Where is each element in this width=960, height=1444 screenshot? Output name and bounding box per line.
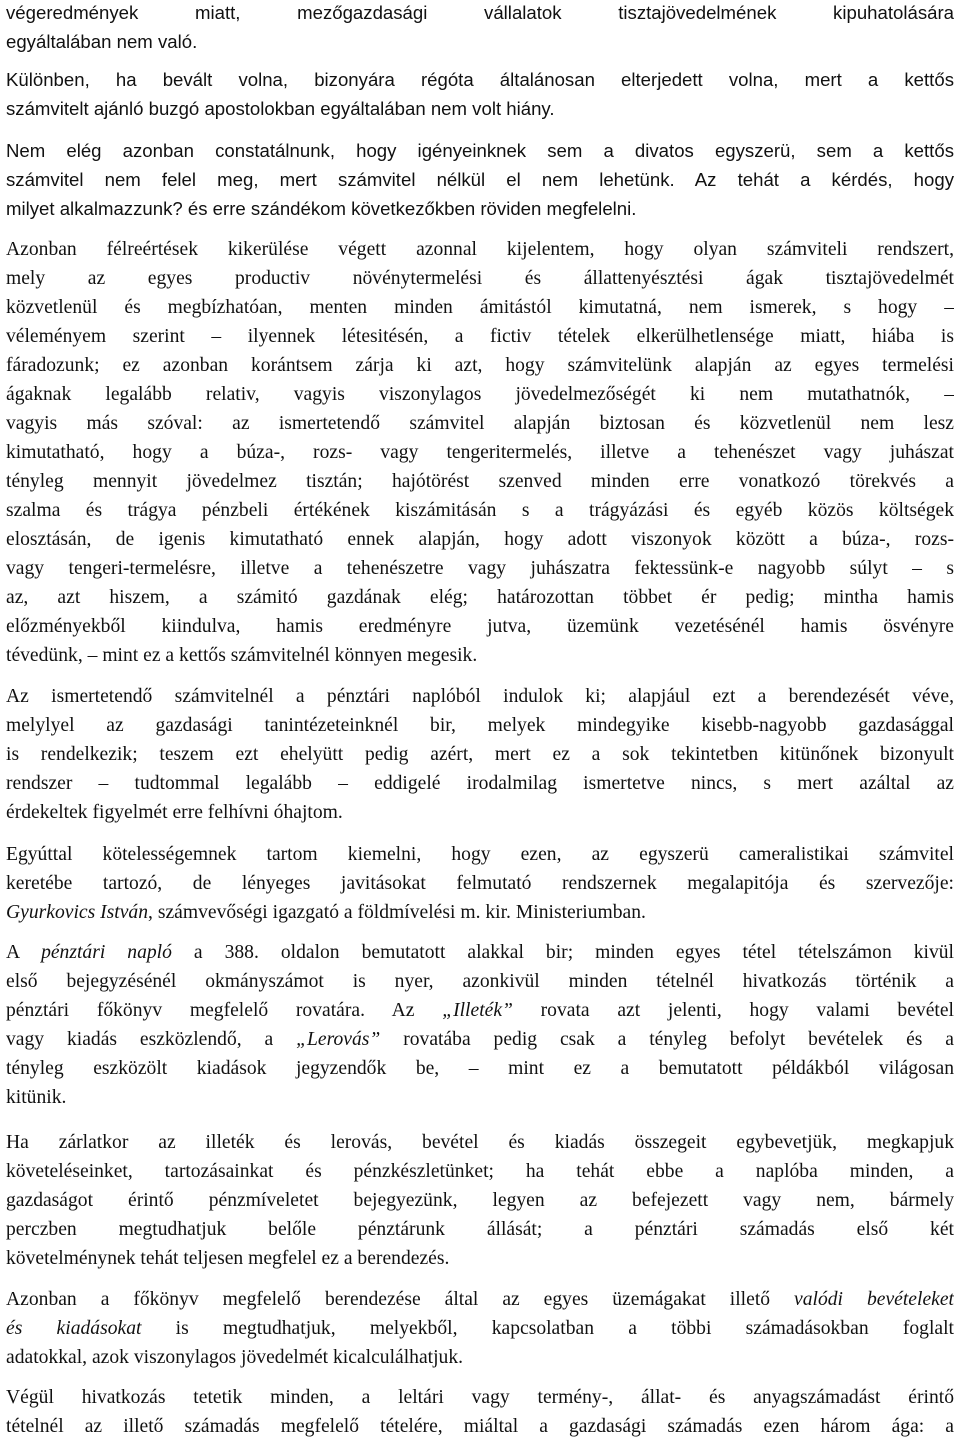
text-line	[6, 740, 954, 769]
text-segment: is rendelkezik; teszem ezt ehelyütt pedig azért, mert ez a sok tekintetben kitünőnek bizonyult	[6, 744, 954, 765]
text-line	[6, 1412, 954, 1441]
text-segment: milyet alkalmazzunk? és erre szándékom következőkben röviden megfelelni.	[6, 198, 637, 219]
paragraph-2	[6, 65, 954, 123]
text-line	[6, 996, 954, 1025]
text-segment: ágaknak legalább relativ, vagyis viszonylagos jövedelmezőségét ki nem mutathatnók, –	[6, 384, 954, 405]
text-line	[6, 293, 954, 322]
text-segment: előzményekből kiindulva, hamis eredményre jutva, üzemünk vezetésénél hamis ösvényre	[6, 616, 954, 637]
text-line	[6, 641, 954, 670]
text-segment: is megtudhatjuk, melyekből, kapcsolatban a többi számadásokban foglalt	[141, 1318, 954, 1339]
text-line	[6, 1383, 954, 1412]
text-segment: tételnél az illető számadás megfelelő tételére, miáltal a gazdasági számadás ezen három ága: a	[6, 1416, 954, 1437]
text-segment: elosztásán, de igenis kimutatható ennek alapján, hogy adott viszonyok között a búza-, rozs-	[6, 529, 954, 550]
text-line	[6, 1343, 954, 1372]
text-line	[6, 496, 954, 525]
text-segment: tévedünk, – mint ez a kettős számvitelnél könnyen megesik.	[6, 645, 478, 666]
paragraph-4	[6, 235, 954, 670]
text-segment: Egyúttal kötelességemnek tartom kiemelni, hogy ezen, az egyszerü cameralistikai számvitel	[6, 844, 954, 865]
text-segment: véleményem szerint – ilyennek létesitésén, a fictiv tételek elkerülhetlensége miatt, hiába is	[6, 326, 954, 347]
text-line	[6, 938, 954, 967]
text-segment: melylyel az gazdasági tanintézeteinknél bir, melyek mindegyike kisebb-nagyobb gazdasággal	[6, 715, 954, 736]
text-line	[6, 583, 954, 612]
text-line	[6, 27, 954, 56]
text-segment: Ha zárlatkor az illeték és lerovás, bevétel és kiadás összegeit egybevetjük, megkapjuk	[6, 1132, 954, 1153]
text-segment: perczben megtudhatjuk belőle pénztárunk állását; a pénztári számadás első két	[6, 1219, 954, 1240]
text-line	[6, 438, 954, 467]
italic-text: valódi bevételeket	[794, 1289, 954, 1310]
paragraph-5	[6, 682, 954, 827]
italic-text: „Illeték”	[442, 1000, 513, 1021]
text-segment: vagy kiadás eszközlendő, a	[6, 1029, 297, 1050]
text-line	[6, 264, 954, 293]
text-line	[6, 798, 954, 827]
text-line	[6, 1083, 954, 1112]
text-segment: rendszer – tudtommal legalább – eddigelé irodalmilag ismertetve nincs, s mert azáltal az	[6, 773, 954, 794]
text-line	[6, 409, 954, 438]
text-line	[6, 322, 954, 351]
text-line	[6, 65, 954, 94]
text-line	[6, 1025, 954, 1054]
paragraph-6	[6, 840, 954, 927]
text-segment: követeléseinket, tartozásainkat és pénzkészletünket; ha tehát ebbe a naplóba minden, a	[6, 1161, 954, 1182]
text-segment: fáradozunk; ez azonban korántsem zárja ki azt, hogy számvitelünk alapján az egyes termelési	[6, 355, 954, 376]
text-line	[6, 898, 954, 927]
text-segment: első bejegyzésénél okmányszámot is nyer, azonkivül minden tételnél hivatkozás történik a	[6, 971, 954, 992]
text-line	[6, 612, 954, 641]
paragraph-10	[6, 1383, 954, 1441]
text-line	[6, 1054, 954, 1083]
text-line	[6, 235, 954, 264]
text-line	[6, 840, 954, 869]
text-line	[6, 682, 954, 711]
text-segment: szalma és trágya pénzbeli értékének kiszámitásán s a trágyázási és egyéb közös költségek	[6, 500, 954, 521]
text-segment: az, azt hiszem, a számitó gazdának elég; határozottan többet ér pedig; mintha hamis	[6, 587, 954, 608]
italic-text: pénztári napló	[41, 942, 172, 963]
paragraph-7	[6, 938, 954, 1112]
text-segment: gazdaságot érintő pénzmíveletet bejegyezünk, legyen az befejezett vagy nem, bármely	[6, 1190, 954, 1211]
text-segment: mely az egyes productiv növénytermelési és állattenyésztési ágak tisztajövedelmét	[6, 268, 954, 289]
text-segment: egyáltalában nem való.	[6, 31, 198, 52]
paragraph-3	[6, 136, 954, 223]
text-line	[6, 1186, 954, 1215]
paragraph-8	[6, 1128, 954, 1273]
text-segment: vagy tengeri-termelésre, illetve a tehenészetre vagy juhászatra fektessünk-e nagyobb súlyt – s	[6, 558, 954, 579]
text-segment: kimutatható, hogy a búza-, rozs- vagy tengeritermelés, illetve a tehenészet vagy juhászat	[6, 442, 954, 463]
text-segment: , számvevőségi igazgató a földmívelési m. kir. Ministeriumban.	[148, 902, 646, 923]
text-segment: pénztári főkönyv megfelelő rovatára. Az	[6, 1000, 443, 1021]
text-segment: Az ismertetendő számvitelnél a pénztári naplóból indulok ki; alapjául ezt a berendezését véve,	[6, 686, 954, 707]
text-segment: számvitelt ajánló buzgó apostolokban egyáltalában nem volt hiány.	[6, 98, 555, 119]
text-line	[6, 94, 954, 123]
text-segment: végeredmények miatt, mezőgazdasági vállalatok tisztajövedelmének kipuhatolására	[6, 2, 954, 23]
text-segment: tényleg mennyit jövedelmez tisztán; hajótörést szenved minden erre vonatkozó törekvés a	[6, 471, 954, 492]
text-line	[6, 1244, 954, 1273]
text-segment: A	[6, 942, 42, 963]
text-segment: tényleg eszközölt kiadások jegyzendők be, – mint ez a bemutatott példákból világosan	[6, 1058, 954, 1079]
text-segment: Azonban félreértések kikerülése végett azonnal kijelentem, hogy olyan számviteli rendszert,	[6, 239, 954, 260]
text-line	[6, 1285, 954, 1314]
text-line	[6, 380, 954, 409]
text-line	[6, 711, 954, 740]
paragraph-1	[6, 0, 954, 56]
text-segment: adatokkal, azok viszonylagos jövedelmét kicalculálhatjuk.	[6, 1347, 464, 1368]
paragraph-9	[6, 1285, 954, 1372]
text-segment: rovata azt jelenti, hogy valami bevétel	[512, 1000, 954, 1021]
text-line	[6, 1215, 954, 1244]
text-segment: számvitel nem felel meg, mert számvitel nélkül el nem lehetünk. Az tehát a kérdés, hogy	[6, 169, 954, 190]
text-segment: Végül hivatkozás tetetik minden, a leltári vagy termény-, állat- és anyagszámadást érintő	[6, 1387, 954, 1408]
text-line	[6, 165, 954, 194]
text-line	[6, 967, 954, 996]
text-line	[6, 769, 954, 798]
text-line	[6, 1128, 954, 1157]
text-line	[6, 194, 954, 223]
text-line	[6, 0, 954, 27]
text-segment: érdekeltek figyelmét erre felhívni óhajtom.	[6, 802, 343, 823]
italic-text: „Lerovás”	[296, 1029, 381, 1050]
text-line	[6, 467, 954, 496]
text-segment: a 388. oldalon bemutatott alakkal bir; minden egyes tétel tételszámon kivül	[171, 942, 954, 963]
text-segment: rovatába pedig csak a tényleg befolyt bevételek és a	[380, 1029, 954, 1050]
text-line	[6, 351, 954, 380]
text-segment: közvetlenül és megbízhatóan, menten minden ámitástól kimutatná, nem ismerek, s hogy –	[6, 297, 954, 318]
text-segment: Különben, ha bevált volna, bizonyára régóta általánosan elterjedett volna, mert a kettős	[6, 69, 954, 90]
italic-text: Gyurkovics István	[6, 902, 149, 923]
text-line	[6, 136, 954, 165]
text-line	[6, 869, 954, 898]
text-segment: Nem elég azonban constatálnunk, hogy igényeinknek sem a divatos egyszerü, sem a kettős	[6, 140, 954, 161]
text-line	[6, 554, 954, 583]
text-line	[6, 525, 954, 554]
text-segment: vagyis más szóval: az ismertetendő számvitel alapján biztosan és közvetlenül nem lesz	[6, 413, 954, 434]
text-line	[6, 1157, 954, 1186]
text-line	[6, 1314, 954, 1343]
text-segment: kitünik.	[6, 1087, 67, 1108]
text-segment: Azonban a főkönyv megfelelő berendezése által az egyes üzemágakat illető	[6, 1289, 795, 1310]
text-segment: keretébe tartozó, de lényeges javitásokat felmutató rendszernek megalapitója és szervezője:	[6, 873, 954, 894]
text-segment: követelménynek tehát teljesen megfelel ez a berendezés.	[6, 1248, 450, 1269]
italic-text: és kiadásokat	[6, 1318, 142, 1339]
